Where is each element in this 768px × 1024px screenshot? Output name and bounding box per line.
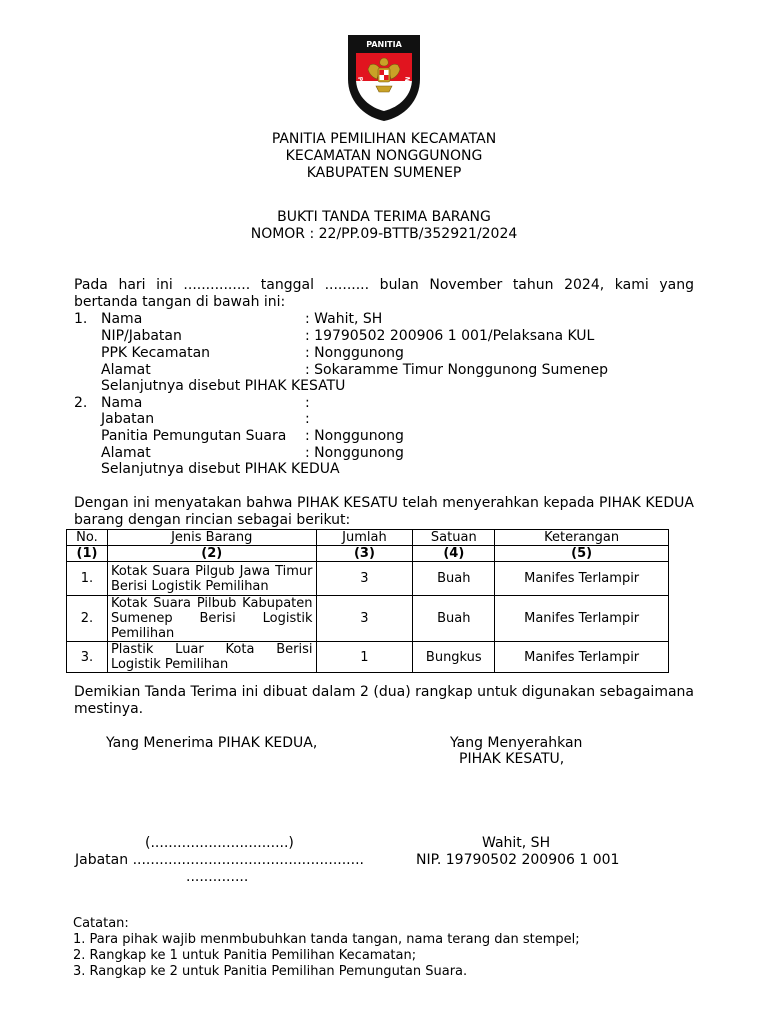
header-line-1: PANITIA PEMILIHAN KECAMATAN bbox=[271, 131, 497, 147]
party2-position-label: Jabatan bbox=[101, 411, 155, 427]
subheader-4: (4) bbox=[413, 546, 495, 562]
table-subheader-row bbox=[67, 546, 669, 562]
row-no: 1. bbox=[67, 562, 108, 596]
row-no: 3. bbox=[67, 642, 108, 673]
party1-name-label: Nama bbox=[101, 311, 143, 327]
table-header-row bbox=[67, 530, 669, 546]
receiver-title: Yang Menerima PIHAK KEDUA, bbox=[106, 735, 318, 751]
row-item: Kotak Suara Pilbub Kabupaten Sumenep Berisi Logistik Pemilihan bbox=[107, 596, 316, 642]
subheader-3: (3) bbox=[316, 546, 413, 562]
party2-position-value: : bbox=[305, 411, 310, 427]
party1-ppk-label: PPK Kecamatan bbox=[101, 345, 211, 361]
row-qty: 1 bbox=[316, 642, 413, 673]
logo-top-text: PANITIA bbox=[366, 40, 402, 49]
header-unit: Satuan bbox=[413, 530, 495, 546]
party2-name-label: Nama bbox=[101, 395, 143, 411]
party1-ppk-value: : Nonggunong bbox=[305, 345, 404, 361]
party2-footer: Selanjutnya disebut PIHAK KEDUA bbox=[101, 461, 340, 477]
subheader-5: (5) bbox=[495, 546, 669, 562]
row-unit: Bungkus bbox=[413, 642, 495, 673]
kpu-emblem-icon bbox=[342, 31, 426, 123]
receiver-position: Jabatan .................................................... bbox=[75, 852, 364, 868]
note-item: 2. Rangkap ke 1 untuk Panitia Pemilihan Kecamatan; bbox=[73, 948, 417, 963]
note-item: 1. Para pihak wajib menmbubuhkan tanda tangan, nama terang dan stempel; bbox=[73, 932, 580, 947]
row-unit: Buah bbox=[413, 562, 495, 596]
party1-number: 1. bbox=[74, 311, 88, 327]
row-qty: 3 bbox=[316, 596, 413, 642]
giver-title-line-1: Yang Menyerahkan bbox=[450, 735, 583, 751]
party1-address-value: : Sokaramme Timur Nonggunong Sumenep bbox=[305, 362, 609, 378]
header-line-3: KABUPATEN SUMENEP bbox=[306, 165, 462, 181]
receiver-name: (...............................) bbox=[145, 835, 294, 851]
party1-address-label: Alamat bbox=[101, 362, 151, 378]
giver-nip: NIP. 19790502 200906 1 001 bbox=[416, 852, 620, 868]
logo-ring-text: PEMILIHAN KECAMATAN bbox=[356, 76, 413, 108]
header-note: Keterangan bbox=[495, 530, 669, 546]
party2-pps-value: : Nonggunong bbox=[305, 428, 404, 444]
party2-pps-label: Panitia Pemungutan Suara bbox=[101, 428, 287, 444]
receiver-position-cont: .............. bbox=[186, 869, 249, 885]
row-no: 2. bbox=[67, 596, 108, 642]
header-item: Jenis Barang bbox=[107, 530, 316, 546]
party1-footer: Selanjutnya disebut PIHAK KESATU bbox=[101, 378, 346, 394]
document-title: BUKTI TANDA TERIMA BARANG bbox=[277, 209, 491, 225]
row-note: Manifes Terlampir bbox=[495, 642, 669, 673]
statement-paragraph: Dengan ini menyatakan bahwa PIHAK KESATU telah menyerahkan kepada PIHAK KEDUA barang dengan rincian sebagai berikut: bbox=[74, 495, 694, 528]
note-item: 3. Rangkap ke 2 untuk Panitia Pemilihan Pemungutan Suara. bbox=[73, 964, 468, 979]
party1-nip-value: : 19790502 200906 1 001/Pelaksana KUL bbox=[305, 328, 595, 344]
closing-paragraph: Demikian Tanda Terima ini dibuat dalam 2 (dua) rangkap untuk digunakan sebagaimana mestinya. bbox=[74, 684, 694, 717]
table-row bbox=[67, 596, 669, 642]
header-no: No. bbox=[67, 530, 108, 546]
party2-name-value: : bbox=[305, 395, 310, 411]
row-item: Kotak Suara Pilgub Jawa Timur Berisi Logistik Pemilihan bbox=[107, 562, 316, 596]
giver-name: Wahit, SH bbox=[482, 835, 551, 851]
notes-title: Catatan: bbox=[73, 916, 129, 931]
row-item: Plastik Luar Kota Berisi Logistik Pemilihan bbox=[107, 642, 316, 673]
header-line-2: KECAMATAN NONGGUNONG bbox=[285, 148, 483, 164]
subheader-1: (1) bbox=[67, 546, 108, 562]
row-note: Manifes Terlampir bbox=[495, 562, 669, 596]
row-note: Manifes Terlampir bbox=[495, 596, 669, 642]
party2-address-value: : Nonggunong bbox=[305, 445, 404, 461]
party2-address-label: Alamat bbox=[101, 445, 151, 461]
giver-title-line-2: PIHAK KESATU, bbox=[459, 751, 565, 767]
items-table bbox=[66, 529, 669, 673]
document-number: NOMOR : 22/PP.09-BTTB/352921/2024 bbox=[250, 226, 518, 242]
row-qty: 3 bbox=[316, 562, 413, 596]
table-row bbox=[67, 562, 669, 596]
party1-nip-label: NIP/Jabatan bbox=[101, 328, 182, 344]
row-unit: Buah bbox=[413, 596, 495, 642]
party1-name-value: : Wahit, SH bbox=[305, 311, 383, 327]
header-qty: Jumlah bbox=[316, 530, 413, 546]
party2-number: 2. bbox=[74, 395, 88, 411]
kpu-logo bbox=[342, 31, 426, 123]
intro-paragraph: Pada hari ini ............... tanggal .......... bulan November tahun 2024, kami yang bertanda tangan di bawah ini: bbox=[74, 277, 694, 310]
table-row bbox=[67, 642, 669, 673]
subheader-2: (2) bbox=[107, 546, 316, 562]
